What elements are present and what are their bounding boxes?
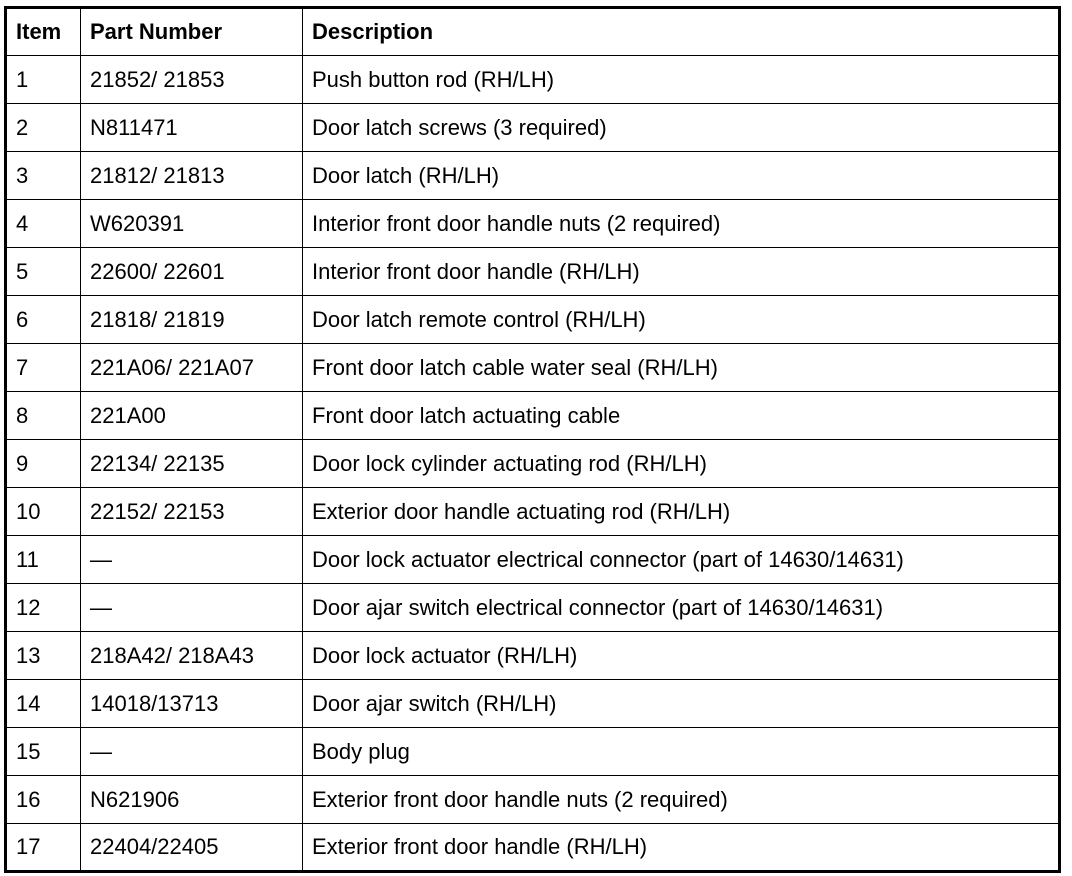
part-number-cell: 218A42/ 218A43	[81, 632, 303, 680]
parts-table	[4, 6, 1061, 873]
item-cell: 1	[6, 56, 81, 104]
header-part-number: Part Number	[81, 8, 303, 56]
description-cell: Body plug	[303, 728, 1060, 776]
table-header-row	[6, 8, 1060, 56]
table-body	[6, 56, 1060, 872]
description-cell: Exterior door handle actuating rod (RH/LH)	[303, 488, 1060, 536]
item-cell: 7	[6, 344, 81, 392]
description-cell: Door ajar switch electrical connector (part of 14630/14631)	[303, 584, 1060, 632]
description-cell: Door latch screws (3 required)	[303, 104, 1060, 152]
part-number-cell: 21852/ 21853	[81, 56, 303, 104]
item-cell: 3	[6, 152, 81, 200]
table-row	[6, 392, 1060, 440]
description-cell: Interior front door handle (RH/LH)	[303, 248, 1060, 296]
description-cell: Door latch remote control (RH/LH)	[303, 296, 1060, 344]
description-cell: Push button rod (RH/LH)	[303, 56, 1060, 104]
table-row	[6, 632, 1060, 680]
table-row	[6, 536, 1060, 584]
part-number-cell: 221A00	[81, 392, 303, 440]
item-cell: 13	[6, 632, 81, 680]
table-row	[6, 200, 1060, 248]
part-number-cell: —	[81, 728, 303, 776]
part-number-cell: 22134/ 22135	[81, 440, 303, 488]
description-cell: Exterior front door handle nuts (2 required)	[303, 776, 1060, 824]
description-cell: Front door latch cable water seal (RH/LH)	[303, 344, 1060, 392]
table-row	[6, 776, 1060, 824]
part-number-cell: 21812/ 21813	[81, 152, 303, 200]
description-cell: Interior front door handle nuts (2 required)	[303, 200, 1060, 248]
item-cell: 16	[6, 776, 81, 824]
part-number-cell: N811471	[81, 104, 303, 152]
item-cell: 9	[6, 440, 81, 488]
part-number-cell: N621906	[81, 776, 303, 824]
item-cell: 11	[6, 536, 81, 584]
description-cell: Door lock actuator (RH/LH)	[303, 632, 1060, 680]
description-cell: Door lock cylinder actuating rod (RH/LH)	[303, 440, 1060, 488]
table-row	[6, 440, 1060, 488]
table-row	[6, 728, 1060, 776]
table-row	[6, 296, 1060, 344]
table-row	[6, 152, 1060, 200]
table-row	[6, 584, 1060, 632]
description-cell: Exterior front door handle (RH/LH)	[303, 824, 1060, 872]
description-cell: Front door latch actuating cable	[303, 392, 1060, 440]
description-cell: Door latch (RH/LH)	[303, 152, 1060, 200]
part-number-cell: 14018/13713	[81, 680, 303, 728]
item-cell: 2	[6, 104, 81, 152]
table-row	[6, 248, 1060, 296]
item-cell: 15	[6, 728, 81, 776]
description-cell: Door lock actuator electrical connector (part of 14630/14631)	[303, 536, 1060, 584]
table-row	[6, 104, 1060, 152]
part-number-cell: 22404/22405	[81, 824, 303, 872]
item-cell: 5	[6, 248, 81, 296]
table-row	[6, 56, 1060, 104]
item-cell: 17	[6, 824, 81, 872]
part-number-cell: 22600/ 22601	[81, 248, 303, 296]
description-cell: Door ajar switch (RH/LH)	[303, 680, 1060, 728]
header-item: Item	[6, 8, 81, 56]
part-number-cell: 22152/ 22153	[81, 488, 303, 536]
table-row	[6, 488, 1060, 536]
item-cell: 14	[6, 680, 81, 728]
table-row	[6, 344, 1060, 392]
item-cell: 12	[6, 584, 81, 632]
item-cell: 4	[6, 200, 81, 248]
item-cell: 10	[6, 488, 81, 536]
part-number-cell: W620391	[81, 200, 303, 248]
item-cell: 6	[6, 296, 81, 344]
part-number-cell: —	[81, 584, 303, 632]
item-cell: 8	[6, 392, 81, 440]
part-number-cell: —	[81, 536, 303, 584]
header-description: Description	[303, 8, 1060, 56]
part-number-cell: 221A06/ 221A07	[81, 344, 303, 392]
table-row	[6, 824, 1060, 872]
part-number-cell: 21818/ 21819	[81, 296, 303, 344]
table-row	[6, 680, 1060, 728]
